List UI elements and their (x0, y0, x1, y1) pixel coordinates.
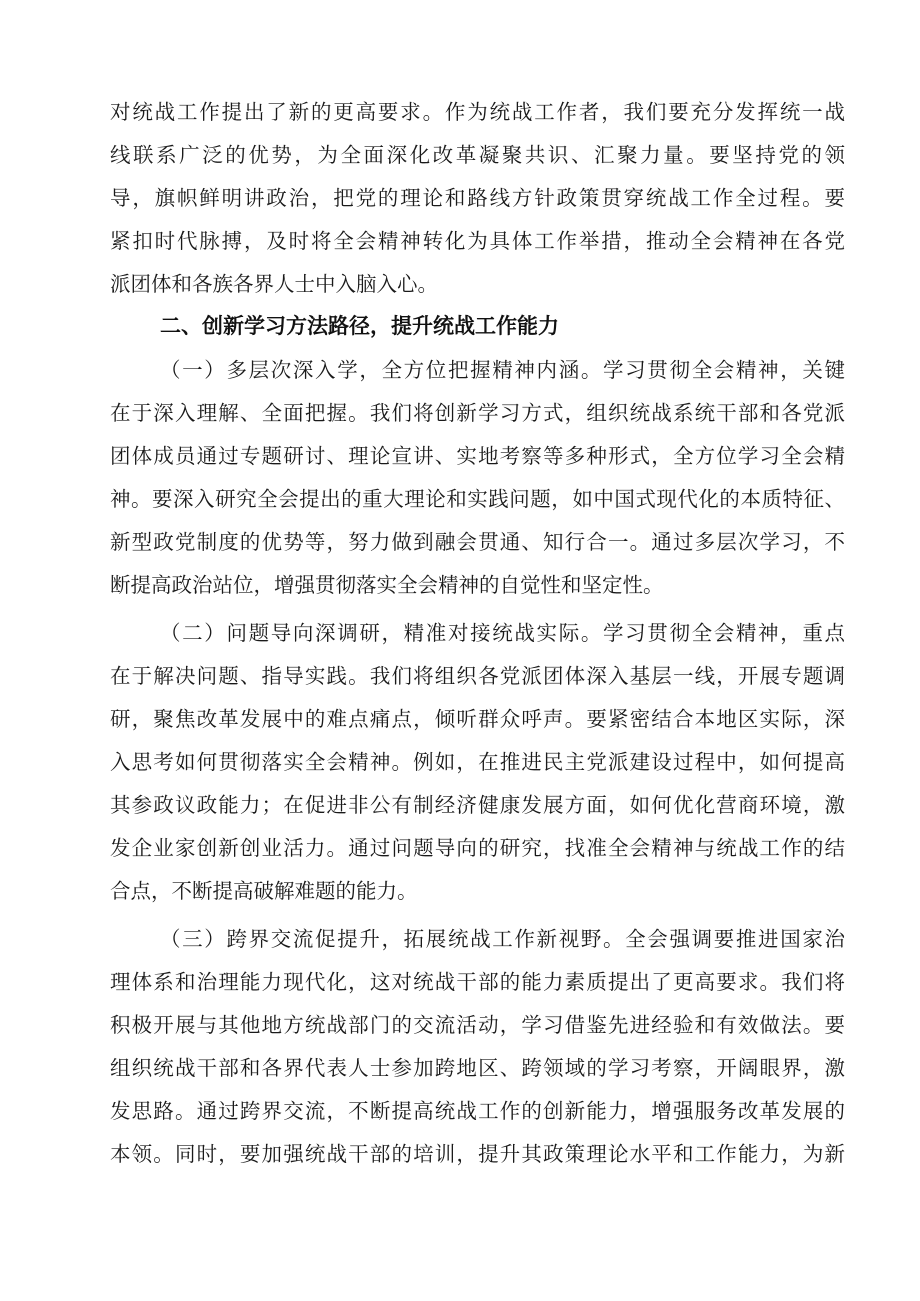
para4-line-2: 理体系和治理能力现代化，这对统战干部的能力素质提出了更高要求。我们将 (110, 970, 845, 994)
para2-line-2: 在于深入理解、全面把握。我们将创新学习方式，组织统战系统干部和各党派 (110, 401, 845, 425)
section-heading: 二、创新学习方法路径，提升统战工作能力 (160, 314, 559, 338)
para4-line-5: 发思路。通过跨界交流，不断提高统战工作的创新能力，增强服务改革发展的 (110, 1099, 845, 1123)
para4-line-4: 组织统战干部和各界代表人士参加跨地区、跨领域的学习考察，开阔眼界，激 (110, 1056, 845, 1080)
para3-line-7: 合点，不断提高破解难题的能力。 (110, 879, 418, 903)
para1-line-2: 线联系广泛的优势，为全面深化改革凝聚共识、汇聚力量。要坚持党的领 (110, 143, 845, 167)
para3-line-1: （二）问题导向深调研，精准对接统战实际。学习贯彻全会精神，重点 (160, 621, 845, 645)
para3-line-3: 研，聚焦改革发展中的难点痛点，倾听群众呼声。要紧密结合本地区实际，深 (110, 707, 845, 731)
para4-line-6: 本领。同时，要加强统战干部的培训，提升其政策理论水平和工作能力，为新 (110, 1142, 845, 1166)
para1-line-5: 派团体和各族各界人士中入脑入心。 (110, 272, 438, 296)
para4-line-3: 积极开展与其他地方统战部门的交流活动，学习借鉴先进经验和有效做法。要 (110, 1013, 845, 1037)
para1-line-1: 对统战工作提出了新的更高要求。作为统战工作者，我们要充分发挥统一战 (110, 100, 845, 124)
para1-line-4: 紧扣时代脉搏，及时将全会精神转化为具体工作举措，推动全会精神在各党 (110, 229, 845, 253)
para2-line-3: 团体成员通过专题研讨、理论宣讲、实地考察等多种形式，全方位学习全会精 (110, 444, 845, 468)
para1-line-3: 导，旗帜鲜明讲政治，把党的理论和路线方针政策贯穿统战工作全过程。要 (110, 186, 845, 210)
para3-line-2: 在于解决问题、指导实践。我们将组织各党派团体深入基层一线，开展专题调 (110, 664, 845, 688)
para2-line-5: 新型政党制度的优势等，努力做到融会贯通、知行合一。通过多层次学习，不 (110, 530, 845, 554)
para2-line-4: 神。要深入研究全会提出的重大理论和实践问题，如中国式现代化的本质特征、 (110, 487, 845, 511)
para2-line-6: 断提高政治站位，增强贯彻落实全会精神的自觉性和坚定性。 (110, 573, 664, 597)
para3-line-5: 其参政议政能力；在促进非公有制经济健康发展方面，如何优化营商环境，激 (110, 793, 845, 817)
para4-line-1: （三）跨界交流促提升，拓展统战工作新视野。全会强调要推进国家治 (160, 927, 845, 951)
para3-line-6: 发企业家创新创业活力。通过问题导向的研究，找准全会精神与统战工作的结 (110, 836, 845, 860)
para2-line-1: （一）多层次深入学，全方位把握精神内涵。学习贯彻全会精神，关键 (160, 358, 845, 382)
para3-line-4: 入思考如何贯彻落实全会精神。例如，在推进民主党派建设过程中，如何提高 (110, 750, 845, 774)
